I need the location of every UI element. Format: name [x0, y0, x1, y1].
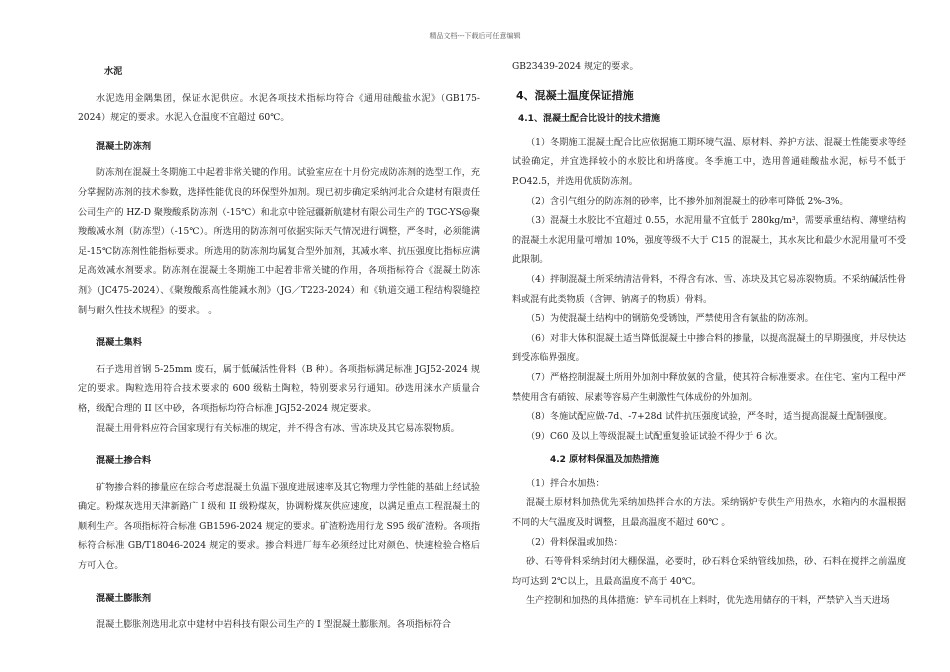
section-4-heading: 4、混凝土温度保证措施	[516, 88, 634, 102]
carry-over-text: GB23439-2024 规定的要求。	[512, 62, 639, 72]
antifreeze-heading: 混凝土防冻剂	[96, 140, 152, 152]
expansion-heading: 混凝土膨胀剂	[96, 592, 152, 604]
right-column	[512, 58, 906, 612]
measure-item: （8）冬施试配应做-7d、-7+28d 试件抗压强度试验，严冬时，适当提高混凝土配制强度。	[526, 412, 893, 423]
measure-item: （9）C60 及以上等级混凝土试配重复验证试验不得少于 6 次。	[526, 431, 784, 442]
cement-paragraph: 水泥选用金隅集团，保证水泥供应。水泥各项技术指标均符合《通用硅酸盐水泥》（GB175-2024）规定的要求。水泥入仓温度不宜超过 60℃。	[78, 93, 480, 124]
measure-item: （7）严格控制混凝土所用外加剂中释放氨的含量，使其符合标准要求。在住宅、室内工程中严禁使用含有硝铵、尿素等容易产生刺激性气体成份的外加剂。	[512, 372, 906, 403]
aggregate-heading: 混凝土集料	[96, 337, 142, 349]
measure-item: （3）混凝土水胶比不宜超过 0.55，水泥用量不宜低于 280kg/m³，需要承重结构、薄壁结构的混凝土水泥用量可增加 10%，强度等级不大于 C15 的混凝土，其水灰比和最少水泥用量可不受此限制。	[512, 216, 906, 266]
antifreeze-paragraph: 防冻剂在混凝土冬期施工中起着非常关键的作用。试验室应在十月份完成防冻剂的选型工作，充分掌握防冻剂的技术参数，选择性能优良的环保型外加剂。现已初步确定采纳河北合众建材有限责任公司生产的 HZ-D 聚羧酸系防冻剂（-15℃）和北京中铨冠疆新航建材有限公司生产的 TGC-YS@聚羧酸减水剂（防冻型）（-15℃）。所选用的防冻剂可依据实际天气情况进行调整，严冬时，必须能满足-15℃防冻剂性能指标要求。所选用的防冻剂均属复合型外加剂，其减水率、抗压强度比指标应满足高效减水剂要求。防冻剂在混凝土冬期施工中起着非常关键的作用，各项指标符合《混凝土防冻剂》（JC475-2024）、《聚羧酸系高性能减水剂》（JG／T223-2024）和《轨道交通工程结构裂缝控制与耐久性技术规程》的要求。 。	[78, 168, 480, 316]
measure-item: （4）拌制混凝土所采纳清洁骨料，不得含有冰、雪、冻块及其它易冻裂物质。不采纳碱活性骨料或混有此类物质（含钾、钠离子的物质）骨料。	[512, 274, 906, 305]
measure-item: （6）对非大体积混凝土适当降低混凝土中掺合料的掺量，以提高混凝土的早期强度，并尽快达到受冻临界强度。	[512, 333, 906, 364]
admixture-paragraph: 矿物掺合料的掺量应在综合考虑混凝土负温下强度进展速率及其它物理力学性能的基础上经试验确定。粉煤灰选用天津新路广Ｉ级和 II 级粉煤灰，协调粉煤灰供应速度，以满足重点工程混凝土的顺利生产。各项指标符合标准 GB1596-2024 规定的要求。矿渣粉选用行龙 S95 级矿渣粉。各项指标符合标准 GB/T18046-2024 规定的要求。掺合料进厂每车必须经过比对颜色、快速检验合格后方可入仓。	[78, 482, 480, 572]
aggregate-paragraph-2: 混凝土用骨料应符合国家现行有关标准的规定，并不得含有冰、雪冻块及其它易冻裂物质。	[96, 423, 460, 434]
measure-item: （5）为使混凝土结构中的钢筋免受锈蚀，严禁使用含有氯盐的防冻剂。	[526, 314, 814, 325]
expansion-paragraph: 混凝土膨胀剂选用北京中建材中岩科技有限公司生产的 I 型混凝土膨胀剂。各项指标符合	[96, 620, 451, 631]
left-column	[78, 58, 480, 636]
measure-item: （1）冬期施工混凝土配合比应依据施工期环境气温、原材料、养护方法、混凝土性能要求等经试验确定，并宜选择较小的水胶比和坍落度。冬季施工中，选用普通硅酸盐水泥，标号不低于 P.O42.5，并选用优质防冻剂。	[512, 137, 906, 187]
heating-item: 生产控制和加热的具体措施：铲车司机在上料时，优先选用储存的干料，严禁铲入当天进场	[526, 596, 890, 607]
cement-heading: 水泥	[104, 66, 123, 77]
heating-item: （1）拌合水加热：	[526, 478, 605, 489]
heating-item: 砂、石等骨料采纳封闭大棚保温，必要时，砂石料仓采纳管线加热，砂、石料在搅拌之前温度均可达到 2℃以上，且最高温度不高于 40℃。	[512, 557, 906, 587]
section-4-2-heading: 4.2 原材料保温及加热措施	[550, 455, 660, 466]
admixture-heading: 混凝土掺合料	[96, 455, 152, 467]
section-4-1-heading: 4.1、混凝土配合比设计的技术措施	[518, 114, 660, 125]
header-watermark: 精品文档---下载后可任意编辑	[429, 32, 521, 40]
measure-item: （2）含引气组分的防冻剂的砂率，比不掺外加剂混凝土的砂率可降低 2%-3%。	[526, 196, 849, 207]
aggregate-paragraph-1: 石子选用首钢 5-25mm 废石，属于低碱活性骨料（B 种）。各项指标满足标准 JGJ52-2024 规定的要求。陶粒选用符合技术要求的 600 级粘土陶粒，特别要求另行通知。砂选用涞水产质量合格，级配合理的 II 区中砂，各项指标均符合标准 JGJ52-2024 规定要求。	[78, 364, 480, 414]
heating-item: （2）骨料保温或加热：	[526, 537, 623, 548]
heating-item: 混凝土原材料加热优先采纳加热拌合水的方法。采纳锅炉专供生产用热水，水箱内的水温根据不同的大气温度及时调整，且最高温度不超过 60℃ 。	[512, 498, 906, 529]
